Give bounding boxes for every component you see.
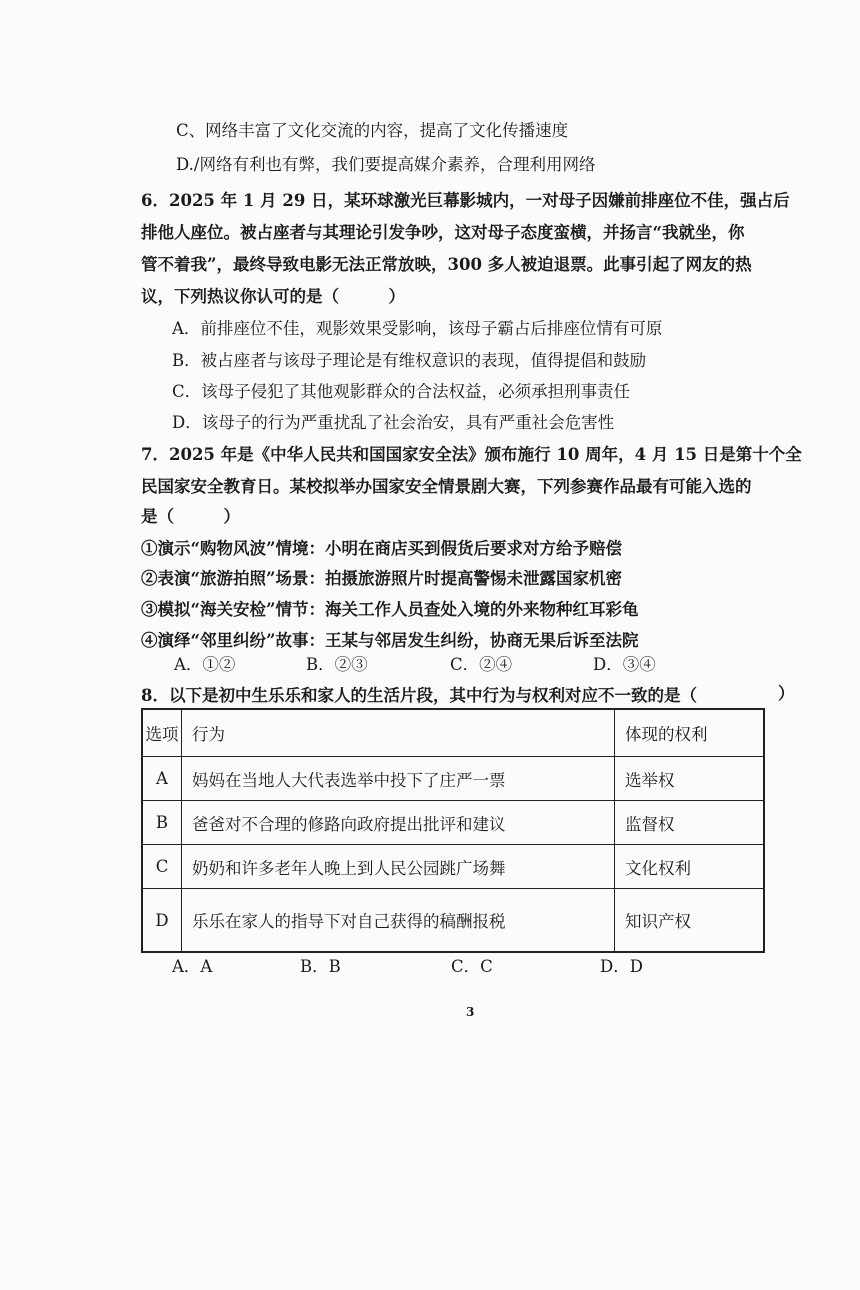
question-7-stem-line-2: 民国家安全教育日。某校拟举办国家安全情景剧大赛，下列参赛作品最有可能入选的: [141, 477, 752, 496]
row-behavior: 奶奶和许多老年人晚上到人民公园跳广场舞: [182, 845, 615, 889]
header-behavior: 行为: [182, 709, 615, 757]
question-7-option-c: C．②④: [450, 655, 513, 674]
row-option: B: [142, 801, 182, 845]
question-8-option-a: A．A: [172, 957, 213, 976]
table-row: [142, 889, 764, 953]
row-right: 选举权: [615, 757, 765, 801]
row-right: 监督权: [615, 801, 765, 845]
row-option: D: [142, 889, 182, 953]
prev-option-d: D./网络有利也有弊，我们要提高媒介素养，合理利用网络: [176, 155, 596, 174]
question-7-item-4: ④演绎“邻里纠纷”故事：王某与邻居发生纠纷，协商无果后诉至法院: [141, 631, 639, 650]
question-6-stem-line-4: 议，下列热议你认可的是（ ）: [141, 287, 405, 306]
rights-table: [141, 708, 765, 953]
row-option: A: [142, 757, 182, 801]
row-option: C: [142, 845, 182, 889]
question-8-option-b: B．B: [300, 957, 341, 976]
header-option: 选项: [142, 709, 182, 757]
table-row: [142, 757, 764, 801]
row-right: 知识产权: [615, 889, 765, 953]
table-header-row: [142, 709, 764, 757]
question-7-item-2: ②表演“旅游拍照”场景：拍摄旅游照片时提高警惕未泄露国家机密: [141, 569, 622, 588]
question-6-option-d: D．该母子的行为严重扰乱了社会治安，具有严重社会危害性: [172, 413, 615, 432]
question-7-item-1: ①演示“购物风波”情境：小明在商店买到假货后要求对方给予赔偿: [141, 539, 622, 558]
table-row: [142, 801, 764, 845]
question-7-option-a: A．①②: [174, 655, 236, 674]
question-7-item-3: ③模拟“海关安检”情节：海关工作人员查处入境的外来物种红耳彩龟: [141, 600, 639, 619]
table-row: [142, 845, 764, 889]
question-6-stem-line-2: 排他人座位。被占座者与其理论引发争吵，这对母子态度蛮横，并扬言“我就坐，你: [141, 223, 745, 242]
question-8-option-c: C．C: [451, 957, 493, 976]
question-6-option-c: C．该母子侵犯了其他观影群众的合法权益，必须承担刑事责任: [172, 382, 631, 401]
question-7-stem-line-1: 7．2025 年是《中华人民共和国国家安全法》颁布施行 10 周年，4 月 15 日是第十个全: [141, 445, 802, 464]
page-number: 3: [466, 1005, 475, 1019]
question-8-stem: 8．以下是初中生乐乐和家人的生活片段，其中行为与权利对应不一致的是（: [141, 686, 697, 705]
question-6-stem-line-3: 管不着我”，最终导致电影无法正常放映，300 多人被迫退票。此事引起了网友的热: [141, 255, 752, 274]
question-8-option-d: D．D: [600, 957, 643, 976]
row-behavior: 爸爸对不合理的修路向政府提出批评和建议: [182, 801, 615, 845]
row-right: 文化权利: [615, 845, 765, 889]
question-6-option-a: A．前排座位不佳，观影效果受影响，该母子霸占后排座位情有可原: [172, 319, 663, 338]
question-6-option-b: B．被占座者与该母子理论是有维权意识的表现，值得提倡和鼓励: [172, 351, 647, 370]
row-behavior: 乐乐在家人的指导下对自己获得的稿酬报税: [182, 889, 615, 953]
question-7-option-b: B．②③: [306, 655, 368, 674]
question-7-option-d: D．③④: [593, 655, 656, 674]
row-behavior: 妈妈在当地人大代表选举中投下了庄严一票: [182, 757, 615, 801]
header-right: 体现的权利: [615, 709, 765, 757]
question-6-stem-line-1: 6．2025 年 1 月 29 日，某环球激光巨幕影城内，一对母子因嫌前排座位不佳，强占后: [141, 191, 790, 210]
question-8-stem-close: ）: [778, 684, 795, 703]
prev-option-c: C、网络丰富了文化交流的内容，提高了文化传播速度: [176, 121, 569, 140]
question-7-stem-line-3: 是（ ）: [141, 507, 240, 526]
